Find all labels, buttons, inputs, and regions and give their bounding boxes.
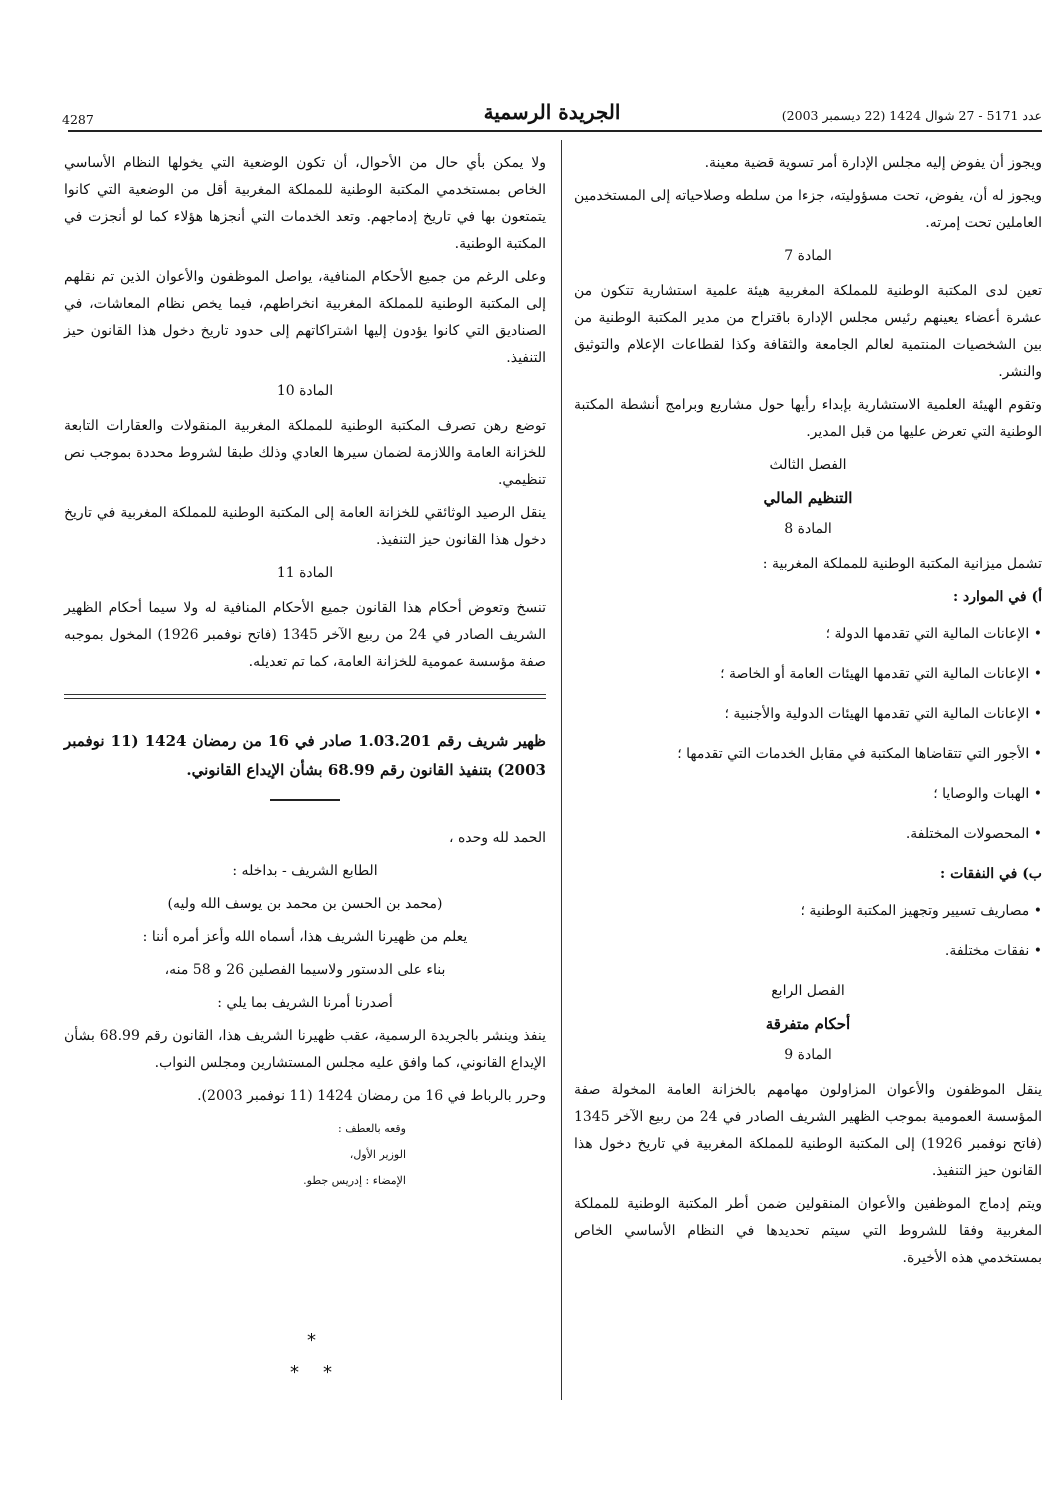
gazette-title: الجريدة الرسمية <box>483 100 621 124</box>
paragraph: ينفذ وينشر بالجريدة الرسمية، عقب ظهيرنا الشريف هذا، القانون رقم 68.99 بشأن الإيداع القانوني، كما وافق عليه مجلس المستشارين ومجلس النواب. <box>64 1028 546 1071</box>
date-line: وحرر بالرباط في 16 من رمضان 1424 (11 نوفمبر 2003). <box>197 1088 546 1104</box>
resources-list <box>574 621 1042 848</box>
chapter-4-title: أحكام متفرقة <box>765 1015 851 1033</box>
prime-minister-label: الوزير الأول، <box>349 1148 406 1161</box>
countersign-label: وقعه بالعطف : <box>338 1122 406 1135</box>
expenses-list <box>574 898 1042 965</box>
seal-line: الطابع الشريف - بداخله : <box>232 863 378 879</box>
signature-block <box>64 1116 546 1194</box>
article-10-heading: المادة 10 <box>276 383 334 399</box>
paragraph: الحمد لله وحده ، <box>448 830 546 846</box>
header-rule <box>68 130 1042 132</box>
paragraph: تنسخ وتعوض أحكام هذا القانون جميع الأحكام المنافية له ولا سيما أحكام الظهير الشريف الصادر في 24 من ربيع الآخر 1345 (فاتح نوفمبر 1926) المخول بموجبه صفة مؤسسة عمومية للخزانة العامة، كما تم تعديله. <box>64 600 546 670</box>
paragraph: ويجوز أن يفوض إليه مجلس الإدارة أمر تسوية قضية معينة. <box>704 155 1042 171</box>
paragraph: وتقوم الهيئة العلمية الاستشارية بإبداء رأيها حول مشاريع وبرامج أنشطة المكتبة الوطنية التي تعرض عليها من قبل المدير. <box>574 397 1042 440</box>
list-item: • الهبات والوصايا ؛ <box>574 781 1042 808</box>
article-7-heading: المادة 7 <box>784 248 832 264</box>
dahir-title: ظهير شريف رقم 1.03.201 صادر في 16 من رمضان 1424 (11 نوفمبر 2003) بتنفيذ القانون رقم 68.99 بشأن الإيداع القانوني. <box>64 732 546 779</box>
paragraph: بناء على الدستور ولاسيما الفصلين 26 و 58 منه، <box>164 962 446 978</box>
paragraph: ويتم إدماج الموظفين والأعوان المنقولين ضمن أطر المكتبة الوطنية للمملكة المغربية وفقا للشروط التي سيتم تحديدها في النظام الأساسي الخاص بمستخدمي هذه الأخيرة. <box>574 1196 1042 1266</box>
paragraph: تعين لدى المكتبة الوطنية للمملكة المغربية هيئة علمية استشارية تتكون من عشرة أعضاء يعينهم رئيس مجلس الإدارة باقتراح من مدير المكتبة الوطنية من بين الشخصيات المنتمية لعالم الجامعة والثقافة وكذا لقطاعات الإعلام والتوثيق والنشر. <box>574 283 1042 380</box>
list-item: • نفقات مختلفة. <box>574 938 1042 965</box>
issue-number: عدد 5171 - 27 شوال 1424 (22 ديسمبر 2003) <box>781 108 1042 123</box>
chapter-3-label: الفصل الثالث <box>769 457 847 473</box>
chapter-3-title: التنظيم المالي <box>763 489 853 507</box>
paragraph: أصدرنا أمرنا الشريف بما يلي : <box>217 995 393 1011</box>
paragraph: توضع رهن تصرف المكتبة الوطنية للمملكة المغربية المنقولات والعقارات التابعة للخزانة العامة واللازمة لضمان سيرها العادي وذلك طبقا لشروط محددة بموجب نص تنظيمي. <box>64 418 546 488</box>
list-item: • الإعانات المالية التي تقدمها الهيئات العامة أو الخاصة ؛ <box>574 661 1042 688</box>
article-8-heading: المادة 8 <box>784 521 832 537</box>
paragraph: ينقل الرصيد الوثائقي للخزانة العامة إلى المكتبة الوطنية للمملكة المغربية في تاريخ دخول هذا القانون حيز التنفيذ. <box>64 505 546 548</box>
paragraph: ويجوز له أن، يفوض، تحت مسؤوليته، جزءا من سلطه وصلاحياته إلى المستخدمين العاملين تحت إمرته. <box>574 188 1042 231</box>
expenses-heading: ب) في النفقات : <box>940 866 1042 882</box>
signature-text: الإمضاء : إدريس جطو. <box>303 1174 406 1187</box>
column-divider <box>561 140 562 1400</box>
king-name: (محمد بن الحسن بن محمد بن يوسف الله وليه) <box>167 896 443 912</box>
paragraph: ولا يمكن بأي حال من الأحوال، أن تكون الوضعية التي يخولها النظام الأساسي الخاص بمستخدمي المكتبة الوطنية للمملكة المغربية أقل من الوضعية التي كانوا يتمتعون بها في تاريخ إدماجهم. وتعد الخدمات التي أنجزها هؤلاء كما لو أنجزت في المكتبة الوطنية. <box>64 155 546 252</box>
paragraph: يعلم من ظهيرنا الشريف هذا، أسماه الله وأعز أمره أننا : <box>142 929 468 945</box>
left-column <box>64 150 546 1194</box>
title-rule <box>270 799 340 801</box>
article-11-heading: المادة 11 <box>276 565 334 581</box>
list-item: • الإعانات المالية التي تقدمها الدولة ؛ <box>574 621 1042 648</box>
page-number: 4287 <box>62 112 94 127</box>
paragraph: ينقل الموظفون والأعوان المزاولون مهامهم بالخزانة العامة المخولة صفة المؤسسة العمومية بموجب الظهير الشريف الصادر في 24 من ربيع الآخر 1345 (فاتح نوفمبر 1926) إلى المكتبة الوطنية للمملكة المغربية في تاريخ دخول هذا القانون حيز التنفيذ. <box>574 1082 1043 1179</box>
asterisk: * <box>323 1362 332 1383</box>
article-9-heading: المادة 9 <box>784 1047 832 1063</box>
page-header <box>62 100 1042 132</box>
paragraph: تشمل ميزانية المكتبة الوطنية للمملكة المغربية : <box>762 556 1042 572</box>
section-separator <box>64 694 546 699</box>
right-column <box>574 150 1042 1278</box>
list-item: • مصاريف تسيير وتجهيز المكتبة الوطنية ؛ <box>574 898 1042 925</box>
resources-heading: أ) في الموارد : <box>952 589 1042 605</box>
list-item: • المحصولات المختلفة. <box>574 821 1042 848</box>
list-item: • الإعانات المالية التي تقدمها الهيئات الدولية والأجنبية ؛ <box>574 701 1042 728</box>
asterisk: * <box>307 1330 316 1351</box>
chapter-4-label: الفصل الرابع <box>771 983 845 999</box>
list-item: • الأجور التي تتقاضاها المكتبة في مقابل الخدمات التي تقدمها ؛ <box>574 741 1042 768</box>
paragraph: وعلى الرغم من جميع الأحكام المنافية، يواصل الموظفون والأعوان الذين تم نقلهم إلى المكتبة الوطنية للمملكة المغربية انخراطهم، فيما يخص نظام المعاشات، في الصناديق التي كانوا يؤدون إليها اشتراكاتهم إلى حدود تاريخ دخول هذا القانون حيز التنفيذ. <box>64 269 546 366</box>
asterisk: * <box>290 1362 299 1383</box>
